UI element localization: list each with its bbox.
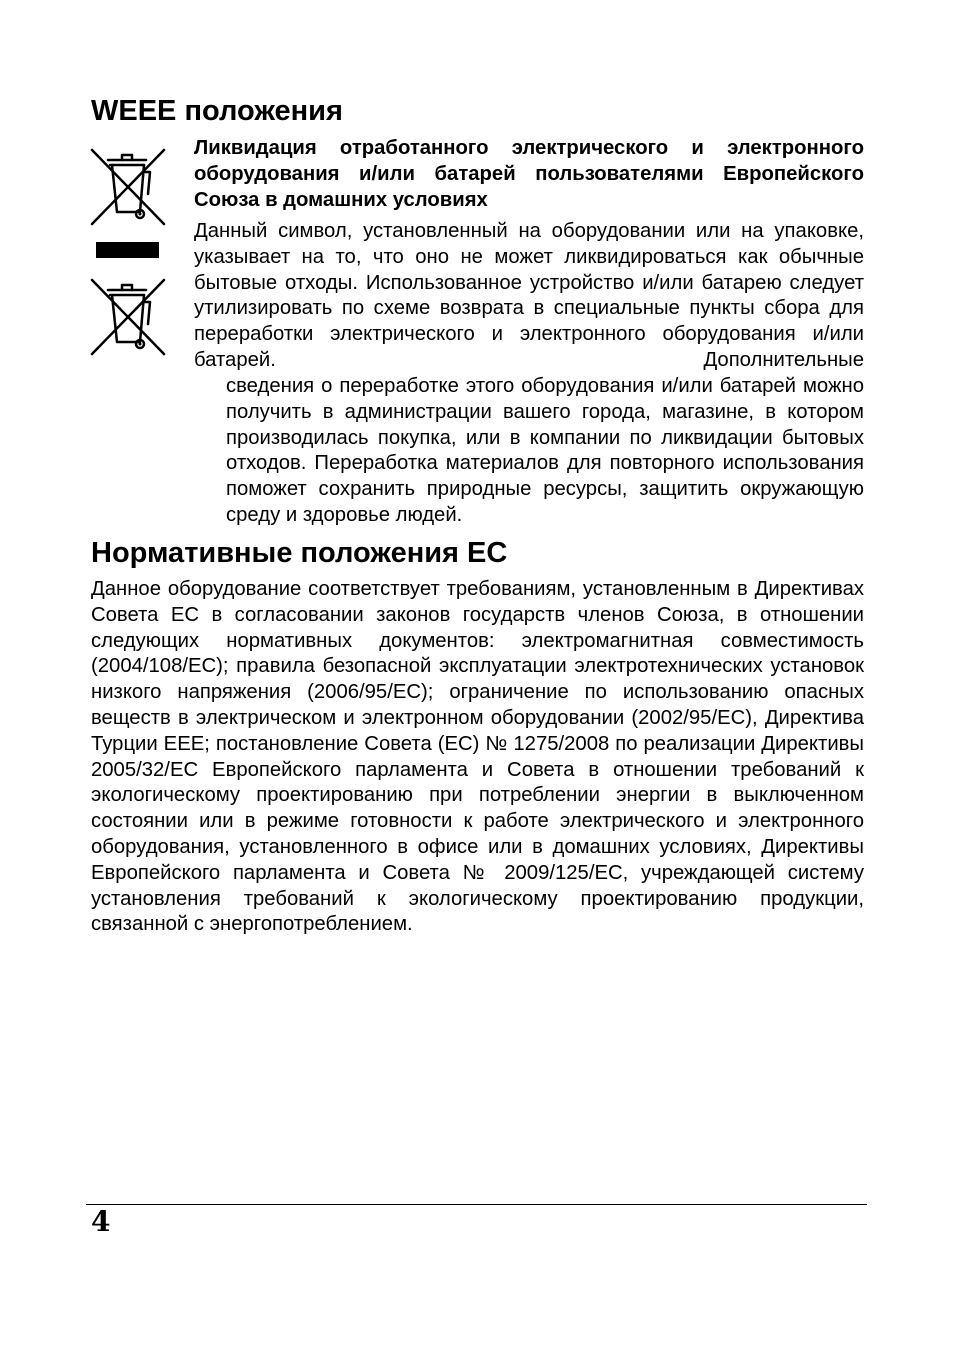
- ec-section-title: Нормативные положения ЕС: [91, 537, 508, 569]
- ec-paragraph-text: Данное оборудование соответствует требованиям, установленным в Директивах Совета ЕС в согласовании законов государств членов Союза, в отношении следующих нормативных документов: электромагнитная совместимость (2004/108/EC); правила безопасной эксплуатации электротехнических установок низкого напряжения (2006/95/EC); ограничение по использованию опасных веществ в электрическом и электронном оборудовании (2002/95/EC), Директива Турции EEE; постановление Совета (ЕС) № 1275/2008 по реализации Директивы 2005/32/EC Европейского парламента и Совета в отношении требований к экологическому проектированию при потреблении энергии в выключенном состоянии или в режиме готовности к работе электрического и электронного оборудования, установленного в офисе или в домашних условиях, Директивы Европейского парламента и Совета № 2009/125/EC, учреждающей систему установления требований к экологическому проектированию продукции, связанной с энергопотреблением.: [91, 578, 864, 936]
- weee-subheading-text: Ликвидация отработанного электрического и электронного оборудования и/или батарей пользователями Европейского Союза в домашних условиях: [194, 137, 864, 211]
- weee-section-title: WEEE положения: [91, 95, 343, 127]
- weee-paragraph-part2: [226, 374, 864, 529]
- ec-paragraph: [91, 577, 864, 938]
- weee-subheading: [194, 136, 864, 213]
- black-bar: [96, 242, 159, 258]
- footer-divider: [86, 1204, 867, 1205]
- crossed-out-wheelie-bin-icon: [88, 276, 168, 358]
- weee-paragraph-part1: [194, 219, 864, 374]
- weee-paragraph-part2-text: сведения о переработке этого оборудования и/или батарей можно получить в администрации вашего города, магазине, в котором производилась покупка, или в компании по ликвидации бытовых отходов. Переработка материалов для повторного использования поможет сохранить природные ресурсы, защитить окружающую среду и здоровье людей.: [226, 375, 864, 526]
- weee-paragraph-part1-text: Данный символ, установленный на оборудовании или на упаковке, указывает на то, что оно не может ликвидироваться как обычные бытовые отходы. Использованное устройство и/или батарею следует утилизировать по схеме возврата в специальные пункты сбора для переработки электрического и электронного оборудования и/или батарей. Дополнительные: [194, 220, 864, 371]
- crossed-out-wheelie-bin-icon: [88, 146, 168, 228]
- page-number: 4: [91, 1205, 111, 1238]
